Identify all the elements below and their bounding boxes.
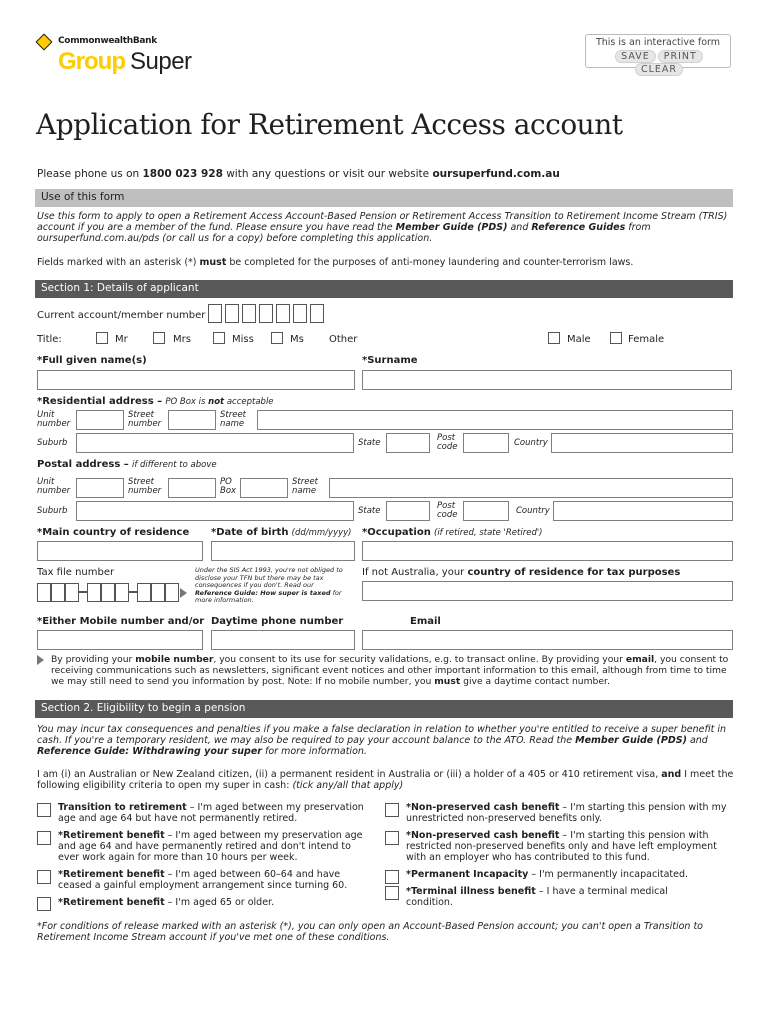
post-state-label: State xyxy=(358,506,381,516)
daytime-input[interactable] xyxy=(211,630,355,650)
title-other-input[interactable] xyxy=(362,330,532,346)
consent-arrow-icon xyxy=(37,655,44,665)
option-incapacity-text: *Permanent Incapacity – I'm permanently incapacitated. xyxy=(406,869,689,880)
section2-warning: You may incur tax consequences and penalties if you make a false declaration in relation to whether you're entitled to receive a super benefit in cash. If you're a temporary resident, we may also be required to pay your account balance to the ATO. Read the Member Guide (PDS) and Reference Guide: Withdrawing your super for more information. xyxy=(37,724,727,757)
logo-super: Super xyxy=(130,48,192,75)
option-nonpreserved-1-text: *Non-preserved cash benefit – I'm starting this pension with my unrestricted non-preserved benefits only. xyxy=(406,802,727,824)
post-unit-input[interactable] xyxy=(76,478,124,498)
member-digit[interactable] xyxy=(242,304,256,323)
consent-text: By providing your mobile number, you consent to its use for security validations, e.g. to transact online. By providing your email, you consent to receiving communications such as newsletters, significant event notices and other important information to this email, although from time to time we may still need to send you information by post. Note: If no mobile number, you must give a daytime contact number. xyxy=(51,654,729,687)
tfn-arrow-icon xyxy=(180,588,187,598)
main-country-input[interactable] xyxy=(37,541,203,561)
post-suburb-input[interactable] xyxy=(76,501,354,521)
option-retirement-1-checkbox[interactable] xyxy=(37,831,51,845)
tfn-digit[interactable] xyxy=(65,583,79,602)
res-postcode-label: Post code xyxy=(437,433,458,452)
email-input[interactable] xyxy=(362,630,733,650)
contact-line: Please phone us on 1800 023 928 with any questions or visit our website oursuperfund.com.au xyxy=(37,168,560,180)
res-street-name-label: Street name xyxy=(220,410,247,429)
logo xyxy=(36,34,206,78)
tfn-digit[interactable] xyxy=(137,583,151,602)
tfn-digit[interactable] xyxy=(37,583,51,602)
section2-heading: Section 2. Eligibility to begin a pension xyxy=(35,700,733,718)
bank-name: CommonwealthBank xyxy=(58,36,157,46)
main-country-label: *Main country of residence xyxy=(37,527,190,538)
interactive-note: This is an interactive form xyxy=(595,37,721,48)
mobile-label: *Either Mobile number and/or xyxy=(37,616,205,627)
res-unit-input[interactable] xyxy=(76,410,124,430)
post-suburb-label: Suburb xyxy=(37,506,68,516)
save-button[interactable]: SAVE xyxy=(615,50,656,63)
gender-male-label: Male xyxy=(567,334,591,345)
tfn-digit[interactable] xyxy=(165,583,179,602)
gender-female-label: Female xyxy=(628,334,665,345)
option-retirement-2-text: *Retirement benefit – I'm aged between 60–64 and have ceased a gainful employment arrangement since turning 60. xyxy=(58,869,348,891)
tax-residence-label: If not Australia, your country of residence for tax purposes xyxy=(362,567,681,578)
option-retirement-1-text: *Retirement benefit – I'm aged between my preservation age and age 64 and have permanently retired and don't intend to ever work again for more than 10 hours per week. xyxy=(58,830,363,863)
post-country-input[interactable] xyxy=(553,501,733,521)
res-unit-label: Unit number xyxy=(37,410,71,429)
res-address-label: *Residential address – PO Box is not acceptable xyxy=(37,396,274,407)
res-street-number-label: Street number xyxy=(128,410,162,429)
post-postcode-label: Post code xyxy=(437,501,458,520)
option-incapacity-checkbox[interactable] xyxy=(385,870,399,884)
surname-input[interactable] xyxy=(362,370,732,390)
given-names-label: *Full given name(s) xyxy=(37,355,147,366)
post-street-name-input[interactable] xyxy=(329,478,733,498)
option-nonpreserved-1-checkbox[interactable] xyxy=(385,803,399,817)
gender-male-checkbox[interactable] xyxy=(548,332,560,344)
gender-female-checkbox[interactable] xyxy=(610,332,622,344)
tfn-digit[interactable] xyxy=(101,583,115,602)
email-label: Email xyxy=(410,616,441,627)
tfn-digit[interactable] xyxy=(87,583,101,602)
title-mrs-label: Mrs xyxy=(173,334,191,345)
diamond-logo-icon xyxy=(36,34,53,51)
title-label: Title: xyxy=(37,334,62,345)
res-suburb-label: Suburb xyxy=(37,438,68,448)
res-postcode-input[interactable] xyxy=(463,433,509,453)
option-retirement-2-checkbox[interactable] xyxy=(37,870,51,884)
page-title: Application for Retirement Access account xyxy=(36,108,623,141)
tfn-digit[interactable] xyxy=(51,583,65,602)
tfn-digit[interactable] xyxy=(115,583,129,602)
surname-label: *Surname xyxy=(362,355,418,366)
use-form-heading: Use of this form xyxy=(35,189,733,207)
dob-label: *Date of birth (dd/mm/yyyy) xyxy=(211,527,352,538)
tfn-label: Tax file number xyxy=(37,567,115,578)
title-mr-label: Mr xyxy=(115,334,128,345)
post-postcode-input[interactable] xyxy=(463,501,509,521)
res-state-input[interactable] xyxy=(386,433,430,453)
daytime-label: Daytime phone number xyxy=(211,616,344,627)
tax-residence-input[interactable] xyxy=(362,581,733,601)
title-mr-checkbox[interactable] xyxy=(96,332,108,344)
post-pobox-input[interactable] xyxy=(240,478,288,498)
interactive-toolbar xyxy=(585,34,731,75)
option-transition-text: Transition to retirement – I'm aged between my preservation age and age 64 but have not permanently retired. xyxy=(58,802,364,824)
res-street-name-input[interactable] xyxy=(257,410,733,430)
section2-footnote: *For conditions of release marked with an asterisk (*), you can only open an Account-Based Pension account; you can't open a Transition to Retirement Income Stream account if you've met one of these conditions. xyxy=(37,921,703,943)
logo-group: Group xyxy=(58,48,125,75)
option-terminal-text: *Terminal illness benefit – I have a terminal medical condition. xyxy=(406,886,668,908)
mobile-input[interactable] xyxy=(37,630,203,650)
asterisk-note: Fields marked with an asterisk (*) must be completed for the purposes of anti-money laundering and counter-terrorism laws. xyxy=(37,257,634,268)
section1-heading: Section 1: Details of applicant xyxy=(35,280,733,298)
res-suburb-input[interactable] xyxy=(76,433,354,453)
member-digit[interactable] xyxy=(259,304,273,323)
option-nonpreserved-2-text: *Non-preserved cash benefit – I'm starting this pension with restricted non-preserved benefits only and have left employment with an employer who has contributed to this fund. xyxy=(406,830,717,863)
title-miss-label: Miss xyxy=(232,334,254,345)
tfn-dash xyxy=(129,591,137,593)
member-digit[interactable] xyxy=(276,304,290,323)
post-street-number-label: Street number xyxy=(128,477,162,496)
title-miss-checkbox[interactable] xyxy=(213,332,225,344)
res-street-number-input[interactable] xyxy=(168,410,216,430)
member-number-label: Current account/member number xyxy=(37,310,206,321)
use-form-text: Use this form to apply to open a Retirement Access Account-Based Pension or Retirement Access Transition to Retirement Income Stream (TRIS) account if you are a member of the fund. Please ensure you have read the Member Guide (PDS) and Reference Guides from oursuperfund.com.au/pds (or call us for a copy) before completing this application. xyxy=(37,211,728,244)
title-ms-label: Ms xyxy=(290,334,304,345)
post-street-name-label: Street name xyxy=(292,477,319,496)
tfn-note: Under the SIS Act 1993, you're not obliged to disclose your TFN but there may be tax consequences if you don't. Read our Reference Guide: How super is taxed for more information. xyxy=(195,566,343,604)
option-transition-checkbox[interactable] xyxy=(37,803,51,817)
tfn-dash xyxy=(79,591,87,593)
post-pobox-label: PO Box xyxy=(220,477,237,496)
option-retirement-3-text: *Retirement benefit – I'm aged 65 or older. xyxy=(58,897,275,908)
postal-address-label: Postal address – if different to above xyxy=(37,459,217,470)
option-nonpreserved-2-checkbox[interactable] xyxy=(385,831,399,845)
section2-intro: I am (i) an Australian or New Zealand citizen, (ii) a permanent resident in Australia or (iii) a holder of a 405 or 410 retirement visa, and I meet the following eligibility criteria to open my super in cash: (tick any/all that apply) xyxy=(37,769,734,791)
title-other-label: Other xyxy=(329,334,358,345)
member-digit[interactable] xyxy=(293,304,307,323)
option-retirement-3-checkbox[interactable] xyxy=(37,897,51,911)
post-street-number-input[interactable] xyxy=(168,478,216,498)
post-country-label: Country xyxy=(516,506,550,516)
given-names-input[interactable] xyxy=(37,370,355,390)
post-unit-label: Unit number xyxy=(37,477,71,496)
print-button[interactable]: PRINT xyxy=(658,50,703,63)
dob-input[interactable] xyxy=(211,541,355,561)
clear-button[interactable]: CLEAR xyxy=(635,63,683,76)
member-digit[interactable] xyxy=(208,304,222,323)
res-country-input[interactable] xyxy=(551,433,733,453)
option-terminal-checkbox[interactable] xyxy=(385,886,399,900)
occupation-label: *Occupation (if retired, state 'Retired') xyxy=(362,527,543,538)
tfn-digit[interactable] xyxy=(151,583,165,602)
title-mrs-checkbox[interactable] xyxy=(153,332,165,344)
post-state-input[interactable] xyxy=(386,501,430,521)
member-digit[interactable] xyxy=(225,304,239,323)
occupation-input[interactable] xyxy=(362,541,733,561)
res-state-label: State xyxy=(358,438,381,448)
title-ms-checkbox[interactable] xyxy=(271,332,283,344)
member-digit[interactable] xyxy=(310,304,324,323)
res-country-label: Country xyxy=(514,438,548,448)
